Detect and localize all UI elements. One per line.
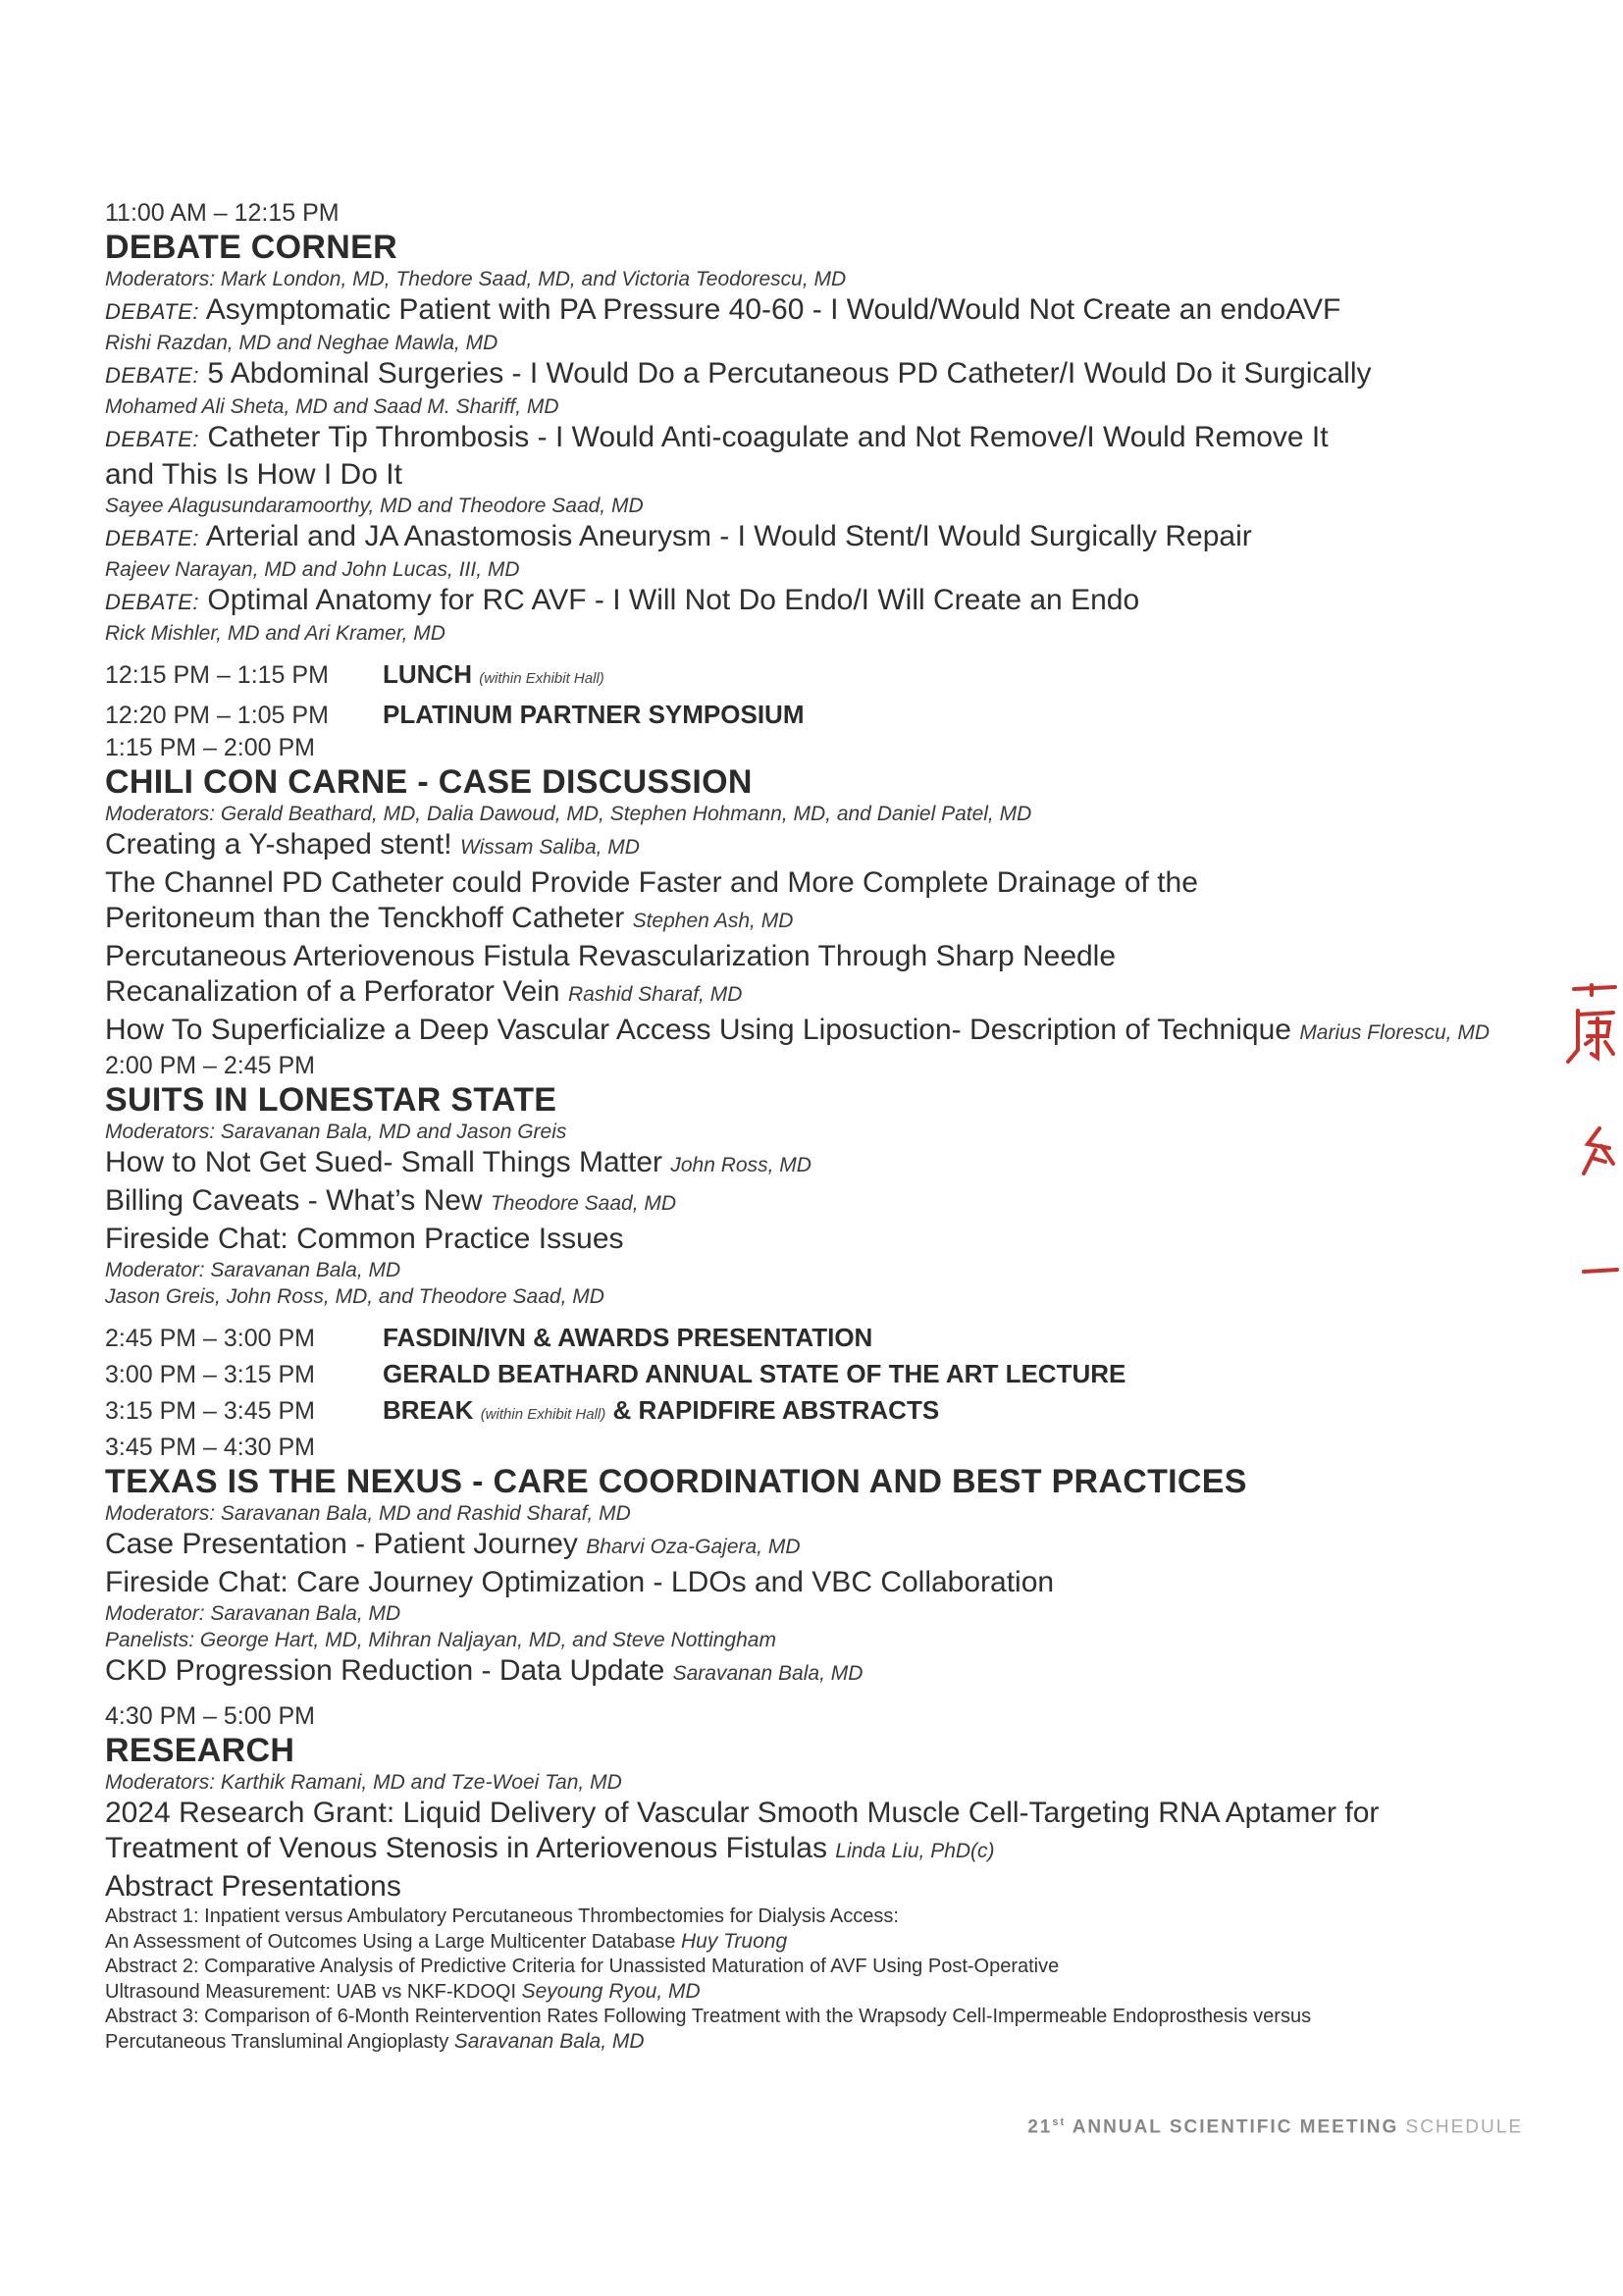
session-time: 1:15 PM – 2:00 PM — [105, 734, 316, 761]
abstract-item-cont: Percutaneous Transluminal Angioplasty Saravanan Bala, MD — [105, 2030, 645, 2053]
speaker: Marius Florescu, MD — [1299, 1021, 1491, 1044]
debate-item — [105, 292, 1557, 330]
debate-speakers: Mohamed Ali Sheta, MD and Saad M. Shariff, MD — [105, 395, 559, 418]
debate-item — [105, 583, 1557, 620]
debate-speakers: Sayee Alagusundaramoorthy, MD and Theodore Saad, MD — [105, 495, 644, 517]
panelists: Panelists: George Hart, MD, Mihran Naljayan, MD, and Steve Nottingham — [105, 1629, 776, 1651]
speaker: Bharvi Oza-Gajera, MD — [586, 1536, 801, 1558]
debate-tag: DEBATE: — [105, 363, 200, 388]
session-chili-con-carne — [105, 733, 1557, 1051]
session-time: 3:45 PM – 4:30 PM — [105, 1434, 316, 1461]
speaker: Saravanan Bala, MD — [453, 2030, 645, 2053]
session-suits-lonestar — [105, 1051, 1557, 1310]
session-title: LUNCH (within Exhibit Hall) — [383, 659, 604, 689]
talk-item: Billing Caveats - What’s New Theodore Saad, MD — [105, 1184, 677, 1217]
session-title: BREAK (within Exhibit Hall) & RAPIDFIRE ABSTRACTS — [383, 1395, 940, 1425]
session-time: 3:00 PM – 3:15 PM — [105, 1361, 316, 1388]
debate-tag: DEBATE: — [105, 427, 200, 451]
session-time: 2:45 PM – 3:00 PM — [105, 1325, 316, 1352]
debate-title: 5 Abdominal Surgeries - I Would Do a Percutaneous PD Catheter/I Would Do it Surgically — [207, 357, 1372, 390]
debate-item — [105, 519, 1557, 556]
page-footer — [1027, 2116, 1523, 2138]
talk-item: Abstract Presentations — [105, 1870, 401, 1903]
talk-item: Percutaneous Arteriovenous Fistula Revascularization Through Sharp Needle — [105, 940, 1117, 972]
debate-tag: DEBATE: — [105, 299, 200, 324]
session-title: DEBATE CORNER — [105, 229, 397, 266]
speaker: Seyoung Ryou, MD — [521, 1980, 701, 2003]
talk-item: How To Superficialize a Deep Vascular Access Using Liposuction- Description of Technique Marius Florescu, MD — [105, 1014, 1491, 1046]
session-time: 2:00 PM – 2:45 PM — [105, 1052, 316, 1079]
footer-title: ANNUAL SCIENTIFIC MEETING — [1072, 2116, 1399, 2138]
footer-ordinal: st — [1052, 2116, 1067, 2128]
session-time: 11:00 AM – 12:15 PM — [105, 199, 340, 227]
talk-item: The Channel PD Catheter could Provide Faster and More Complete Drainage of the — [105, 866, 1198, 899]
session-title: TEXAS IS THE NEXUS - CARE COORDINATION AND BEST PRACTICES — [105, 1463, 1247, 1500]
talk-item: Fireside Chat: Care Journey Optimization - LDOs and VBC Collaboration — [105, 1566, 1055, 1598]
talk-item: Creating a Y-shaped stent! Wissam Saliba, MD — [105, 828, 640, 861]
debate-title: Arterial and JA Anastomosis Aneurysm - I Would Stent/I Would Surgically Repair — [205, 520, 1252, 552]
session-title: FASDIN/IVN & AWARDS PRESENTATION — [383, 1323, 873, 1352]
session-title: PLATINUM PARTNER SYMPOSIUM — [383, 700, 805, 729]
talk-item: Case Presentation - Patient Journey Bharvi Oza-Gajera, MD — [105, 1528, 801, 1560]
session-title: CHILI CON CARNE - CASE DISCUSSION — [105, 763, 753, 801]
moderator: Moderator: Saravanan Bala, MD — [105, 1259, 401, 1281]
session-time: 3:15 PM – 3:45 PM — [105, 1397, 316, 1425]
debate-speakers: Rick Mishler, MD and Ari Kramer, MD — [105, 622, 445, 645]
panelists: Jason Greis, John Ross, MD, and Theodore Saad, MD — [105, 1285, 604, 1308]
debate-speakers: Rajeev Narayan, MD and John Lucas, III, MD — [105, 558, 520, 581]
abstract-item-cont: Ultrasound Measurement: UAB vs NKF-KDOQI Seyoung Ryou, MD — [105, 1980, 701, 2003]
talk-item-cont: Treatment of Venous Stenosis in Arteriovenous Fistulas Linda Liu, PhD(c) — [105, 1832, 995, 1864]
speaker: Stephen Ash, MD — [632, 910, 794, 932]
debate-speakers: Rishi Razdan, MD and Neghae Mawla, MD — [105, 332, 498, 354]
debate-title-cont: and This Is How I Do It — [105, 458, 402, 491]
session-texas-nexus — [105, 1433, 1557, 1692]
session-time: 12:20 PM – 1:05 PM — [105, 702, 329, 729]
footer-number: 21 — [1027, 2116, 1053, 2138]
session-note: (within Exhibit Hall) — [480, 1406, 606, 1423]
session-lunch — [105, 656, 1557, 697]
talk-item-cont: Peritoneum than the Tenckhoff Catheter Stephen Ash, MD — [105, 902, 794, 934]
session-fasdin — [105, 1320, 1557, 1356]
schedule — [105, 198, 1557, 2055]
speaker: Huy Truong — [680, 1930, 788, 1953]
talk-item-cont: Recanalization of a Perforator Vein Rashid Sharaf, MD — [105, 975, 743, 1008]
debate-title: Catheter Tip Thrombosis - I Would Anti-coagulate and Not Remove/I Would Remove It — [207, 421, 1329, 453]
abstract-item-cont: An Assessment of Outcomes Using a Large Multicenter Database Huy Truong — [105, 1930, 788, 1953]
speaker: Wissam Saliba, MD — [459, 836, 640, 859]
debate-item — [105, 420, 1557, 457]
speaker: Saravanan Bala, MD — [672, 1662, 864, 1685]
debate-item — [105, 356, 1557, 393]
abstract-item: Abstract 2: Comparative Analysis of Predictive Criteria for Unassisted Maturation of AVF Using Post-Operative — [105, 1956, 1060, 1977]
moderators: Moderators: Mark London, MD, Thedore Saad, MD, and Victoria Teodorescu, MD — [105, 268, 847, 290]
talk-item: How to Not Get Sued- Small Things Matter John Ross, MD — [105, 1146, 812, 1178]
session-time: 4:30 PM – 5:00 PM — [105, 1702, 316, 1730]
moderators: Moderators: Saravanan Bala, MD and Rashid Sharaf, MD — [105, 1502, 631, 1525]
talk-item: 2024 Research Grant: Liquid Delivery of Vascular Smooth Muscle Cell-Targeting RNA Aptamer for — [105, 1797, 1380, 1829]
session-title: SUITS IN LONESTAR STATE — [105, 1081, 557, 1119]
stamp-seal-icon — [1562, 981, 1621, 1295]
session-platinum — [105, 697, 1557, 733]
speaker: Linda Liu, PhD(c) — [835, 1840, 995, 1862]
talk-item: Fireside Chat: Common Practice Issues — [105, 1223, 624, 1255]
speaker: Rashid Sharaf, MD — [567, 983, 743, 1006]
session-time: 12:15 PM – 1:15 PM — [105, 661, 329, 689]
session-break — [105, 1392, 1557, 1433]
speaker: John Ross, MD — [670, 1154, 812, 1176]
debate-title: Optimal Anatomy for RC AVF - I Will Not Do Endo/I Will Create an Endo — [207, 584, 1140, 616]
moderators: Moderators: Gerald Beathard, MD, Dalia Dawoud, MD, Stephen Hohmann, MD, and Daniel Patel, MD — [105, 803, 1032, 825]
footer-subtitle: SCHEDULE — [1405, 2116, 1523, 2138]
talk-item: CKD Progression Reduction - Data Update Saravanan Bala, MD — [105, 1654, 864, 1687]
session-beathard-lecture — [105, 1356, 1557, 1392]
debate-title: Asymptomatic Patient with PA Pressure 40-60 - I Would/Would Not Create an endoAVF — [205, 293, 1341, 326]
session-note: (within Exhibit Hall) — [479, 670, 604, 687]
session-debate-corner — [105, 198, 1557, 647]
moderators: Moderators: Saravanan Bala, MD and Jason Greis — [105, 1121, 567, 1143]
debate-tag: DEBATE: — [105, 590, 200, 614]
session-research — [105, 1701, 1557, 2055]
moderator: Moderator: Saravanan Bala, MD — [105, 1602, 401, 1625]
speaker: Theodore Saad, MD — [490, 1192, 677, 1215]
moderators: Moderators: Karthik Ramani, MD and Tze-Woei Tan, MD — [105, 1771, 622, 1794]
abstract-item: Abstract 1: Inpatient versus Ambulatory Percutaneous Thrombectomies for Dialysis Access: — [105, 1905, 899, 1927]
session-title: RESEARCH — [105, 1732, 295, 1769]
debate-tag: DEBATE: — [105, 526, 200, 550]
abstract-item: Abstract 3: Comparison of 6-Month Reintervention Rates Following Treatment with the Wrapsody Cell-Impermeable Endoprosthesis versus — [105, 2006, 1312, 2027]
session-title: GERALD BEATHARD ANNUAL STATE OF THE ART LECTURE — [383, 1359, 1126, 1388]
